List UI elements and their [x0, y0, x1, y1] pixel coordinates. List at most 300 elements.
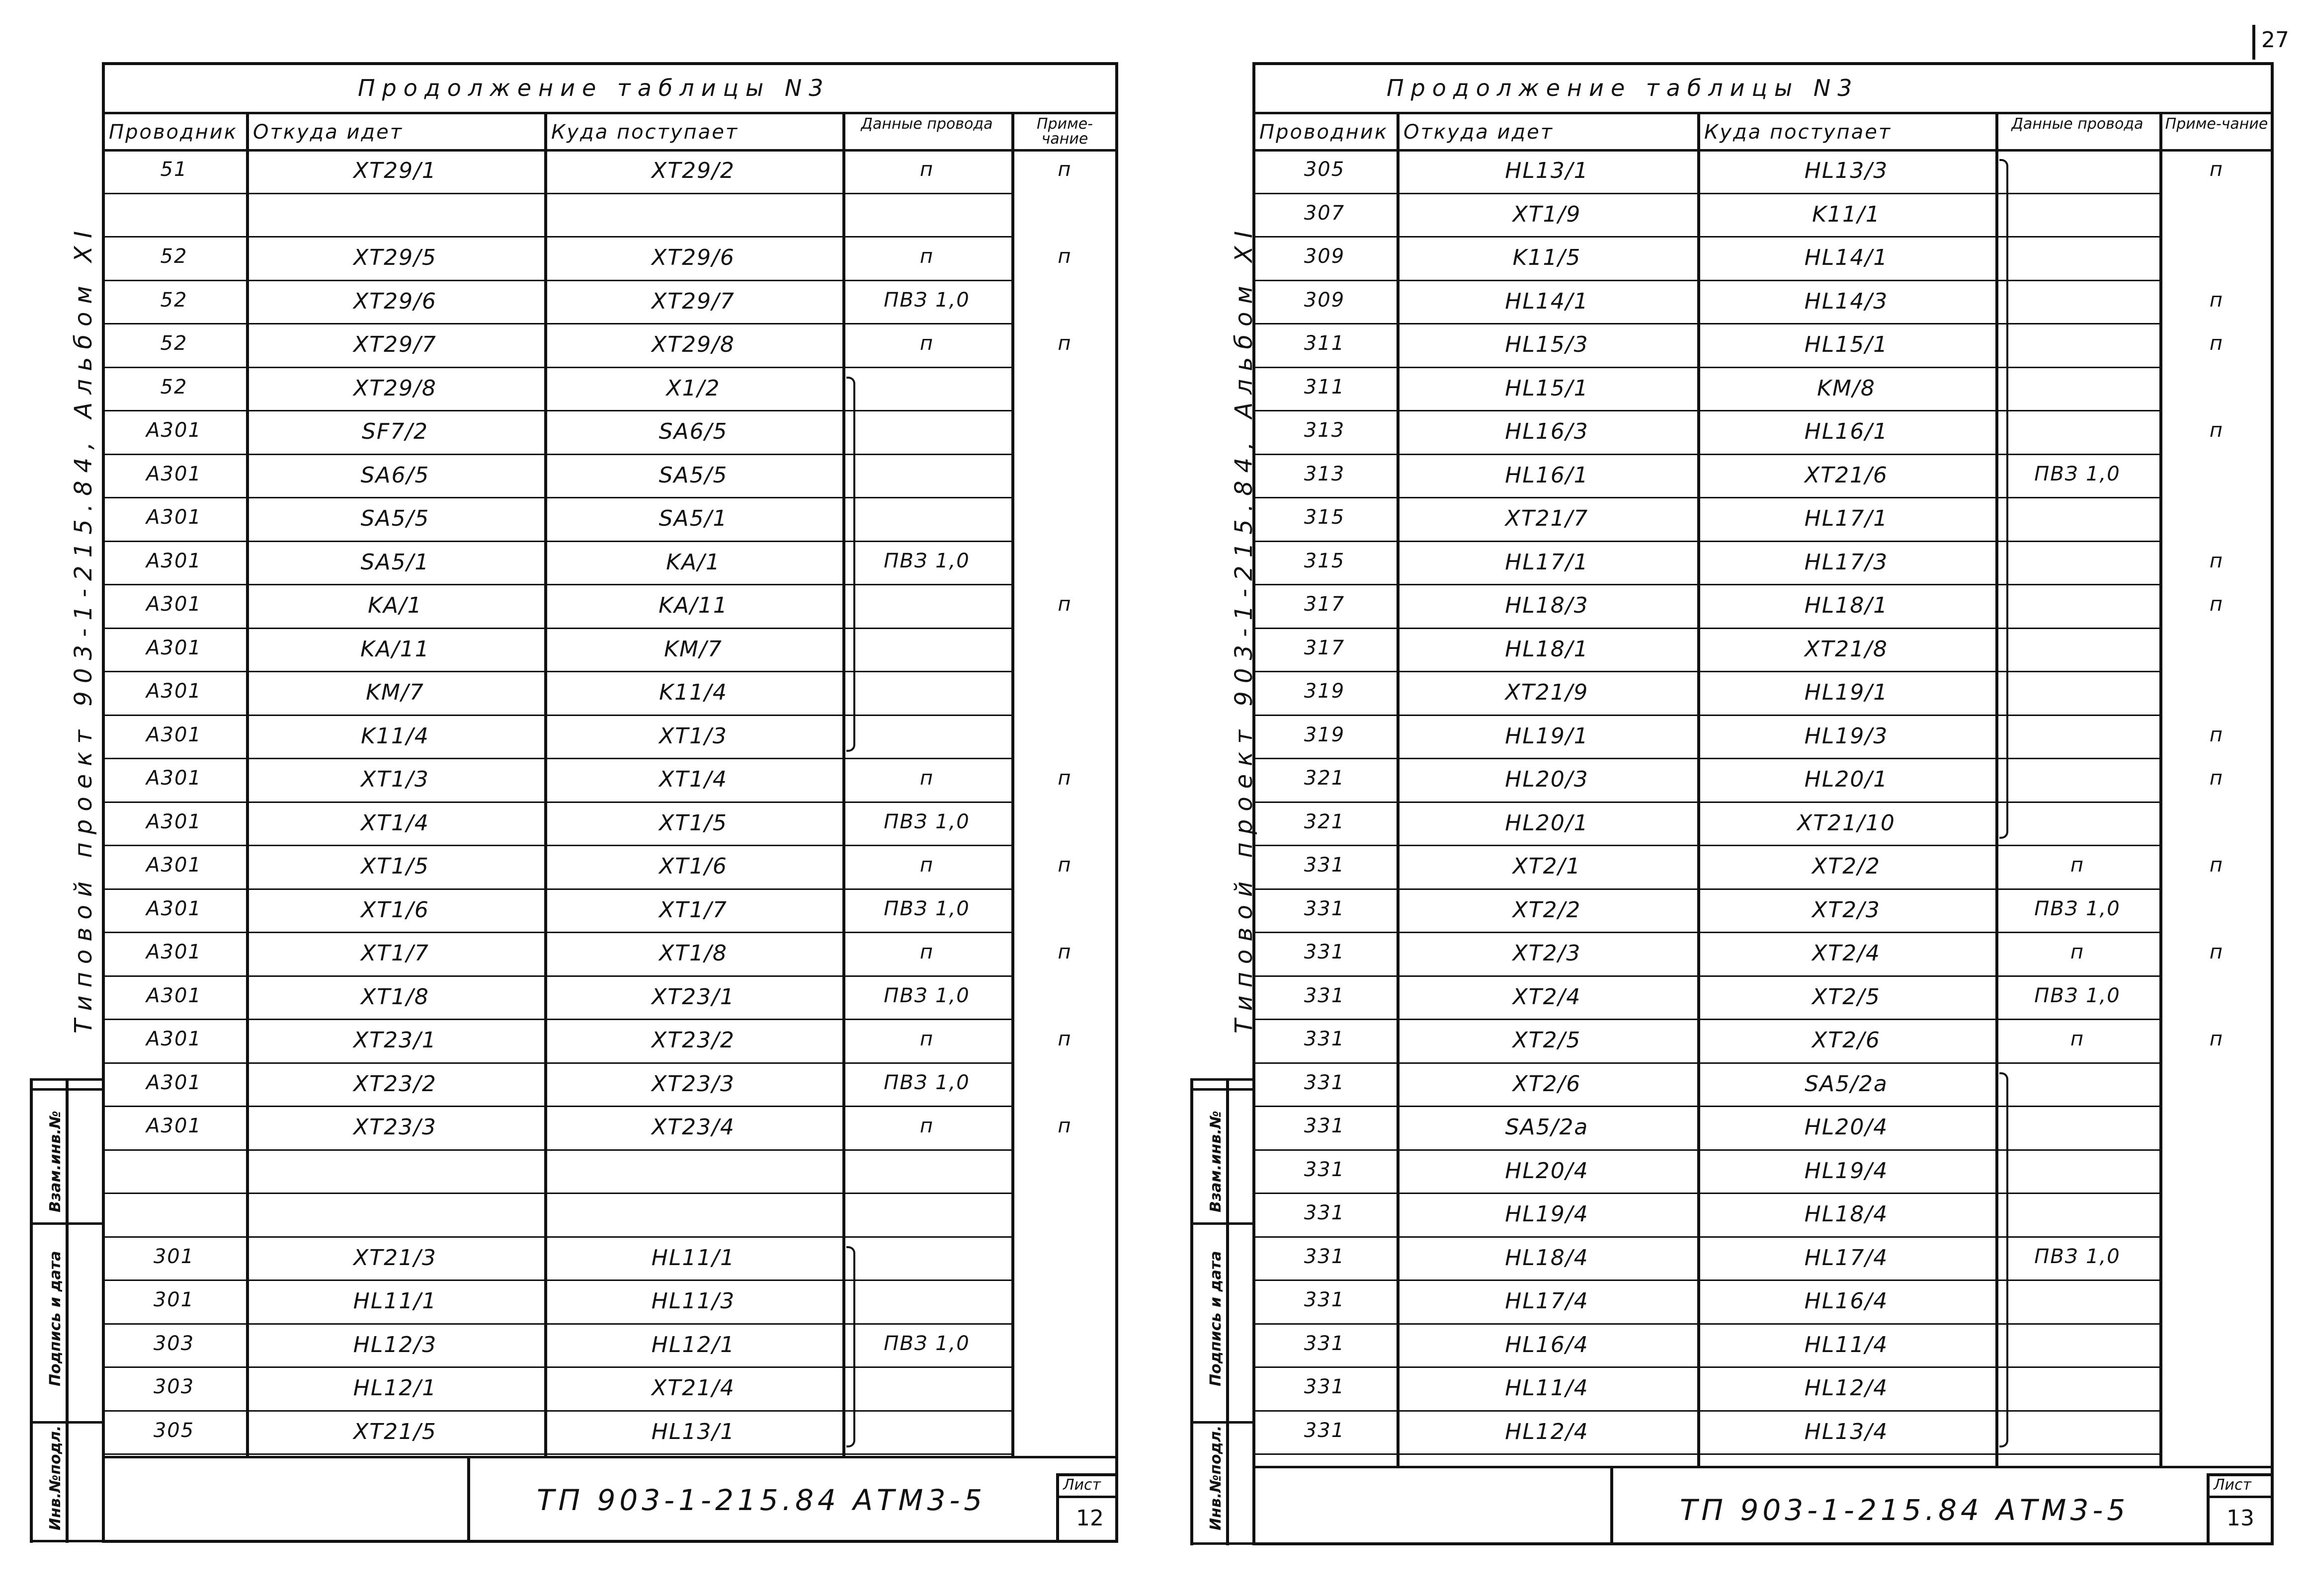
sheet-1-row-29-to: XT21/4: [652, 1375, 735, 1401]
sheet-2-row-27-to: HL16/4: [1804, 1288, 1889, 1314]
sheet-2-row-rule: [1252, 801, 2159, 803]
sheet-2-row-12-from: HL18/1: [1505, 636, 1589, 662]
sheet-2-row-22-from: XT2/6: [1512, 1071, 1581, 1097]
sheet-1-row-23-wire: п: [919, 1115, 934, 1137]
sheet-2-row-20-to: XT2/5: [1812, 984, 1881, 1010]
sheet-2-row-4-from: HL14/1: [1505, 288, 1589, 314]
sheet-2-row-29-from: HL11/4: [1505, 1375, 1589, 1401]
sheet-2-stamp-column: [1226, 1078, 1229, 1545]
sheet-2-row-rule: [1252, 715, 2159, 716]
sheet-2-row-rule: [1252, 497, 2159, 498]
sheet-1-row-16-conductor: A301: [146, 810, 202, 833]
sheet-1-row-rule: [102, 801, 1011, 803]
sheet-2-row-28-from: HL16/4: [1505, 1332, 1589, 1357]
sheet-2-row-4-note: п: [2209, 288, 2224, 312]
sheet-1-row-rule: [102, 454, 1011, 455]
sheet-1-row-10-conductor: A301: [146, 549, 202, 572]
sheet-2-stamp-divider-2: [1190, 1088, 1252, 1091]
sheet-2-row-rule: [1252, 193, 2159, 194]
sheet-2-sheet-box-rule: [2207, 1496, 2274, 1498]
sheet-1-row-rule: [102, 845, 1011, 846]
sheet-2-row-17-to: XT2/2: [1812, 854, 1881, 879]
sheet-1-titleblock-top: [102, 1456, 1118, 1458]
sheet-2-row-30-from: HL12/4: [1505, 1419, 1589, 1444]
sheet-1-row-rule: [102, 1279, 1011, 1281]
sheet-2-row-rule: [1252, 280, 2159, 281]
sheet-2-stamp-vzam-inv: Взам.инв.№: [1207, 1111, 1225, 1212]
sheet-2-row-18-wire: ПВЗ 1,0: [2034, 897, 2121, 920]
sheet-2-row-19-note: п: [2209, 941, 2224, 963]
sheet-1-row-19-wire: п: [919, 941, 934, 963]
sheet-2-strip-left: [1190, 1078, 1193, 1545]
sheet-2-row-18-conductor: 331: [1304, 897, 1345, 920]
sheet-2-row-10-note: п: [2209, 549, 2224, 572]
sheet-1-row-rule: [102, 1062, 1011, 1064]
sheet-1-row-rule: [102, 1236, 1011, 1238]
sheet-2-header-wire: Данные провода: [2011, 115, 2143, 133]
sheet-2-stamp-signature-date: Подпись и дата: [1207, 1251, 1225, 1386]
sheet-1-row-5-note: п: [1058, 332, 1072, 355]
sheet-2-row-27-conductor: 331: [1304, 1288, 1345, 1311]
sheet-1-strip-left: [30, 1078, 33, 1543]
sheet-2-row-rule: [1252, 1236, 2159, 1238]
sheet-1-row-8-conductor: A301: [146, 462, 202, 485]
sheet-1-row-16-from: XT1/4: [361, 810, 429, 836]
sheet-2-row-11-from: HL18/3: [1505, 593, 1589, 618]
sheet-1-header-wire: Данные провода: [861, 115, 993, 133]
sheet-2-sheet-number: 13: [2226, 1506, 2254, 1531]
sheet-1-row-10-wire: ПВЗ 1,0: [884, 549, 970, 572]
sheet-1-header-note: Приме-чание: [1036, 115, 1093, 148]
sheet-1-row-22-to: XT23/3: [652, 1071, 735, 1097]
sheet-2-row-9-to: HL17/1: [1804, 506, 1889, 531]
sheet-1-row-rule: [102, 932, 1011, 933]
sheet-2-row-rule: [1252, 628, 2159, 629]
sheet-1-row-28-wire: ПВЗ 1,0: [884, 1332, 970, 1355]
sheet-2-row-26-to: HL17/4: [1804, 1245, 1889, 1271]
sheet-2-header-to: Куда поступает: [1704, 121, 1892, 144]
sheet-1-row-23-from: XT23/3: [353, 1115, 437, 1140]
sheet-2-row-17-wire: п: [2070, 854, 2085, 877]
sheet-2-row-7-conductor: 313: [1304, 419, 1345, 442]
sheet-2-row-rule: [1252, 975, 2159, 977]
sheet-1-row-9-to: SA5/1: [659, 506, 728, 531]
sheet-1-row-27-conductor: 301: [153, 1288, 195, 1311]
sheet-2-row-14-from: HL19/1: [1505, 723, 1589, 749]
sheet-2-row-21-from: XT2/5: [1512, 1028, 1581, 1053]
sheet-1-row-18-wire: ПВЗ 1,0: [884, 897, 970, 920]
sheet-2-row-2-to: K11/1: [1812, 201, 1881, 227]
sheet-1-row-1-note: п: [1058, 158, 1072, 181]
sheet-2-stamp-divider-0: [1190, 1421, 1252, 1424]
sheet-1-row-rule: [102, 584, 1011, 585]
sheet-2-row-25-to: HL18/4: [1804, 1201, 1889, 1227]
sheet-2-row-25-from: HL19/4: [1505, 1201, 1589, 1227]
sheet-2-row-1-conductor: 305: [1304, 158, 1345, 181]
sheet-1-row-1-to: XT29/2: [652, 158, 735, 183]
sheet-2-row-rule: [1252, 1453, 2159, 1455]
sheet-2-row-23-conductor: 331: [1304, 1115, 1345, 1137]
sheet-2-row-3-from: K11/5: [1512, 245, 1581, 270]
sheet-1-row-11-to: KA/11: [659, 593, 728, 618]
sheet-1-row-19-from: XT1/7: [361, 941, 429, 966]
sheet-2-row-19-to: XT2/4: [1812, 941, 1881, 966]
sheet-2-row-8-to: XT21/6: [1805, 462, 1888, 488]
sheet-2-row-rule: [1252, 584, 2159, 585]
sheet-2-row-28-to: HL11/4: [1804, 1332, 1889, 1357]
sheet-2-row-5-conductor: 311: [1304, 332, 1345, 355]
sheet-1-row-rule: [102, 1149, 1011, 1151]
sheet-2-row-13-conductor: 319: [1304, 680, 1345, 703]
sheet-1-row-29-conductor: 303: [153, 1375, 195, 1398]
sheet-1-row-10-to: KA/1: [666, 549, 721, 575]
sheet-2-row-rule: [1252, 758, 2159, 759]
sheet-2-row-7-to: HL16/1: [1804, 419, 1889, 444]
sheet-2-row-14-to: HL19/3: [1804, 723, 1889, 749]
sheet-1-row-18-conductor: A301: [146, 897, 202, 920]
sheet-1-row-13-to: K11/4: [659, 680, 728, 705]
sheet-1-row-rule: [102, 236, 1011, 238]
sheet-2-row-3-to: HL14/1: [1804, 245, 1889, 270]
sheet-2-row-21-note: п: [2209, 1028, 2224, 1050]
sheet-2-row-7-from: HL16/3: [1505, 419, 1589, 444]
sheet-1-row-26-from: XT21/3: [353, 1245, 437, 1271]
sheet-2-row-8-from: HL16/1: [1505, 462, 1589, 488]
sheet-1-row-3-note: п: [1058, 245, 1072, 268]
sheet-2-row-19-wire: п: [2070, 941, 2085, 963]
sheet-1-row-10-from: SA5/1: [360, 549, 430, 575]
sheet-1-row-26-conductor: 301: [153, 1245, 195, 1268]
sheet-1-row-17-wire: п: [919, 854, 934, 877]
sheet-1-row-4-from: XT29/6: [353, 288, 437, 314]
sheet-2-row-10-conductor: 315: [1304, 549, 1345, 572]
sheet-2-row-9-conductor: 315: [1304, 506, 1345, 529]
sheet-2-row-1-note: п: [2209, 158, 2224, 181]
sheet-1-row-18-from: XT1/6: [361, 897, 429, 923]
sheet-1-header-to: Куда поступает: [551, 121, 739, 144]
sheet-2-row-16-to: XT21/10: [1797, 810, 1895, 836]
sheet-2-row-rule: [1252, 367, 2159, 368]
sheet-2-row-16-conductor: 321: [1304, 810, 1345, 833]
sheet-2-row-6-from: HL15/1: [1505, 375, 1589, 401]
sheet-2-row-rule: [1252, 1410, 2159, 1412]
sheet-2-row-5-note: п: [2209, 332, 2224, 355]
sheet-1-row-rule: [102, 888, 1011, 890]
sheet-2-row-30-to: HL13/4: [1804, 1419, 1889, 1444]
sheet-1-row-8-to: SA5/5: [659, 462, 728, 488]
sheet-1-row-8-from: SA6/5: [360, 462, 430, 488]
sheet-1-row-13-from: KM/7: [366, 680, 424, 705]
sheet-1-row-21-to: XT23/2: [652, 1028, 735, 1053]
sheet-2-row-21-conductor: 331: [1304, 1028, 1345, 1050]
sheet-1-row-rule: [102, 1366, 1011, 1368]
sheet-2-titleblock-top: [1252, 1466, 2274, 1468]
sheet-2-row-rule: [1252, 671, 2159, 672]
sheet-2-row-24-to: HL19/4: [1804, 1158, 1889, 1184]
sheet-1-row-4-to: XT29/7: [652, 288, 735, 314]
sheet-1-row-17-note: п: [1058, 854, 1072, 877]
sheet-1-title-rule: [102, 112, 1118, 114]
sheet-1-row-5-wire: п: [919, 332, 934, 355]
sheet-1-row-rule: [102, 715, 1011, 716]
sheet-1-row-7-conductor: A301: [146, 419, 202, 442]
sheet-1-row-23-note: п: [1058, 1115, 1072, 1137]
sheet-1-row-20-to: XT23/1: [652, 984, 735, 1010]
sheet-2-row-15-conductor: 321: [1304, 767, 1345, 790]
sheet-1-row-21-note: п: [1058, 1028, 1072, 1050]
sheet-2-row-18-to: XT2/3: [1812, 897, 1881, 923]
sheet-2-row-rule: [1252, 236, 2159, 238]
sheet-2-strip-bottom: [1190, 1542, 1252, 1545]
sheet-2-row-19-conductor: 331: [1304, 941, 1345, 963]
sheet-1-row-15-wire: п: [919, 767, 934, 790]
sheet-2-row-14-note: п: [2209, 723, 2224, 746]
sheet-2-row-19-from: XT2/3: [1512, 941, 1581, 966]
sheet-1-row-28-to: HL12/1: [651, 1332, 736, 1357]
sheet-1-row-16-wire: ПВЗ 1,0: [884, 810, 970, 833]
sheet-1-row-rule: [102, 1019, 1011, 1020]
sheet-2-row-rule: [1252, 1062, 2159, 1064]
sheet-2-strip-top: [1190, 1078, 1252, 1081]
sheet-2-row-17-from: XT2/1: [1512, 854, 1581, 879]
sheet-2-row-29-to: HL12/4: [1804, 1375, 1889, 1401]
sheet-1-row-5-conductor: 52: [160, 332, 188, 355]
sheet-2-row-11-to: HL18/1: [1804, 593, 1889, 618]
sheet-1-header-conductor: Проводник: [109, 121, 238, 144]
sheet-2-row-rule: [1252, 1149, 2159, 1151]
sheet-2-row-rule: [1252, 1193, 2159, 1194]
sheet-1-row-rule: [102, 1323, 1011, 1325]
sheet-2-row-16-from: HL20/1: [1505, 810, 1589, 836]
sheet-2-row-13-from: XT21/9: [1505, 680, 1589, 705]
sheet-1-row-rule: [102, 1453, 1011, 1455]
sheet-2-row-rule: [1252, 410, 2159, 411]
sheet-1-row-13-conductor: A301: [146, 680, 202, 703]
sheet-2-row-15-from: HL20/3: [1505, 767, 1589, 792]
sheet-1-row-30-from: XT21/5: [353, 1419, 437, 1444]
sheet-2-row-2-from: XT1/9: [1512, 201, 1581, 227]
sheet-1-row-18-to: XT1/7: [659, 897, 728, 923]
sheet-2-row-20-wire: ПВЗ 1,0: [2034, 984, 2121, 1007]
sheet-2-row-20-from: XT2/4: [1512, 984, 1581, 1010]
sheet-1-brace-1: [846, 377, 855, 752]
sheet-2-row-rule: [1252, 845, 2159, 846]
sheet-1-row-28-conductor: 303: [153, 1332, 195, 1355]
sheet-1-row-22-wire: ПВЗ 1,0: [884, 1071, 970, 1094]
sheet-1-row-21-conductor: A301: [146, 1028, 202, 1050]
sheet-2-row-1-from: HL13/1: [1505, 158, 1589, 183]
sheet-1-row-17-conductor: A301: [146, 854, 202, 877]
sheet-1-row-1-conductor: 51: [160, 158, 188, 181]
sheet-1-row-9-from: SA5/5: [360, 506, 430, 531]
sheet-1-row-3-wire: п: [919, 245, 934, 268]
sheet-2-table-title: Продолжение таблицы N3: [1387, 75, 1859, 101]
sheet-1-row-rule: [102, 323, 1011, 324]
sheet-2-row-7-note: п: [2209, 419, 2224, 442]
sheet-1-row-rule: [102, 410, 1011, 411]
sheet-1-row-22-from: XT23/2: [353, 1071, 437, 1097]
sheet-1-row-12-conductor: A301: [146, 636, 202, 659]
sheet-1-sheet-box-rule: [1056, 1496, 1118, 1498]
sheet-2-row-8-conductor: 313: [1304, 462, 1345, 485]
sheet-1-row-17-from: XT1/5: [361, 854, 429, 879]
sheet-2-row-21-wire: п: [2070, 1028, 2085, 1050]
sheet-1-row-26-to: HL11/1: [651, 1245, 736, 1271]
sheet-1-row-30-conductor: 305: [153, 1419, 195, 1442]
sheet-2-row-4-conductor: 309: [1304, 288, 1345, 312]
sheet-2-stamp-inv-podl: Инв.№подл.: [1207, 1425, 1225, 1530]
sheet-2-doc-code: ТП 903-1-215.84 АТМ3-5: [1680, 1493, 2130, 1527]
sheet-1-row-23-to: XT23/4: [652, 1115, 735, 1140]
sheet-2-row-21-to: XT2/6: [1812, 1028, 1881, 1053]
sheet-2-row-rule: [1252, 1019, 2159, 1020]
sheet-1-row-23-conductor: A301: [146, 1115, 202, 1137]
sheet-1-row-11-conductor: A301: [146, 593, 202, 616]
sheet-2-row-2-conductor: 307: [1304, 201, 1345, 225]
sheet-1-stamp-signature-date: Подпись и дата: [47, 1251, 64, 1386]
sheet-2-row-4-to: HL14/3: [1804, 288, 1889, 314]
sheet-1-row-4-wire: ПВЗ 1,0: [884, 288, 970, 312]
sheet-2-row-rule: [1252, 888, 2159, 890]
sheet-2-header-rule: [1252, 149, 2274, 152]
sheet-1-row-11-note: п: [1058, 593, 1072, 616]
sheet-1-stamp-vzam-inv: Взам.инв.№: [47, 1111, 64, 1212]
sheet-2-titleblock-split: [1610, 1466, 1613, 1545]
sheet-1-header-from: Откуда идет: [253, 121, 404, 144]
sheet-1-sheet-number: 12: [1076, 1506, 1104, 1531]
sheet-2-row-5-from: HL15/3: [1505, 332, 1589, 357]
sheet-1-row-6-to: X1/2: [666, 375, 721, 401]
sheet-1-row-19-to: XT1/8: [659, 941, 728, 966]
sheet-1-header-rule: [102, 149, 1118, 152]
sheet-2-brace-1: [1999, 159, 2008, 839]
sheet-1-row-19-conductor: A301: [146, 941, 202, 963]
sheet-1-row-11-from: KA/1: [368, 593, 422, 618]
sheet-1-row-5-to: XT29/8: [652, 332, 735, 357]
sheet-2-row-rule: [1252, 1106, 2159, 1107]
sheet-1-row-27-from: HL11/1: [353, 1288, 437, 1314]
sheet-1-row-15-note: п: [1058, 767, 1072, 790]
sheet-2-row-6-to: KM/8: [1817, 375, 1876, 401]
sheet-1-row-22-conductor: A301: [146, 1071, 202, 1094]
sheet-2-row-25-conductor: 331: [1304, 1201, 1345, 1224]
sheet-2-row-24-from: HL20/4: [1505, 1158, 1589, 1184]
sheet-2-stamp-divider-1: [1190, 1222, 1252, 1225]
sheet-2-row-11-conductor: 317: [1304, 593, 1345, 616]
sheet-2-row-22-conductor: 331: [1304, 1071, 1345, 1094]
sheet-2-row-13-to: HL19/1: [1804, 680, 1889, 705]
sheet-2-row-26-wire: ПВЗ 1,0: [2034, 1245, 2121, 1268]
sheet-1-side-text: Типовой проект 903-1-215.84, Альбом XI: [70, 223, 97, 1034]
sheet-2-row-8-wire: ПВЗ 1,0: [2034, 462, 2121, 485]
sheet-1-stamp-inv-podl: Инв.№подл.: [47, 1425, 64, 1530]
sheet-2-title-rule: [1252, 112, 2274, 114]
sheet-2-row-9-from: XT21/7: [1505, 506, 1589, 531]
sheet-1-row-1-wire: п: [919, 158, 934, 181]
page-number: 27: [2261, 27, 2289, 53]
sheet-1-table-title: Продолжение таблицы N3: [358, 75, 830, 101]
sheet-2-row-26-conductor: 331: [1304, 1245, 1345, 1268]
sheet-1-row-19-note: п: [1058, 941, 1072, 963]
sheet-2-row-17-conductor: 331: [1304, 854, 1345, 877]
sheet-1-row-29-from: HL12/1: [353, 1375, 437, 1401]
sheet-1-row-16-to: XT1/5: [659, 810, 728, 836]
sheet-2-row-28-conductor: 331: [1304, 1332, 1345, 1355]
sheet-2-row-26-from: HL18/4: [1505, 1245, 1589, 1271]
sheet-2-row-12-to: XT21/8: [1805, 636, 1888, 662]
sheet-1-row-rule: [102, 758, 1011, 759]
sheet-1-row-20-conductor: A301: [146, 984, 202, 1007]
sheet-2-row-10-to: HL17/3: [1804, 549, 1889, 575]
sheet-2-row-17-note: п: [2209, 854, 2224, 877]
sheet-1-row-rule: [102, 367, 1011, 368]
sheet-1-row-28-from: HL12/3: [353, 1332, 437, 1357]
sheet-1-row-6-conductor: 52: [160, 375, 188, 399]
sheet-1-row-rule: [102, 1410, 1011, 1412]
sheet-1-row-3-from: XT29/5: [353, 245, 437, 270]
sheet-1-row-3-to: XT29/6: [652, 245, 735, 270]
sheet-2-row-rule: [1252, 1323, 2159, 1325]
sheet-2-row-22-to: SA5/2a: [1805, 1071, 1888, 1097]
sheet-1-row-20-from: XT1/8: [361, 984, 429, 1010]
sheet-1-stamp-column: [66, 1078, 69, 1543]
sheet-1-row-20-wire: ПВЗ 1,0: [884, 984, 970, 1007]
sheet-2-row-rule: [1252, 323, 2159, 324]
sheet-2-header-conductor: Проводник: [1259, 121, 1388, 144]
sheet-2-row-15-to: HL20/1: [1804, 767, 1889, 792]
sheet-2-row-11-note: п: [2209, 593, 2224, 616]
sheet-1-row-12-from: KA/11: [360, 636, 430, 662]
sheet-2-row-10-from: HL17/1: [1505, 549, 1589, 575]
sheet-1-row-5-from: XT29/7: [353, 332, 437, 357]
sheet-1-row-rule: [102, 628, 1011, 629]
sheet-2-row-23-from: SA5/2a: [1505, 1115, 1589, 1140]
sheet-1-row-rule: [102, 541, 1011, 542]
sheet-1-row-15-conductor: A301: [146, 767, 202, 790]
sheet-2-row-29-conductor: 331: [1304, 1375, 1345, 1398]
sheet-2-row-rule: [1252, 1366, 2159, 1368]
sheet-1-row-30-to: HL13/1: [651, 1419, 736, 1444]
sheet-1-row-rule: [102, 1193, 1011, 1194]
sheet-1-row-rule: [102, 975, 1011, 977]
sheet-1-row-12-to: KM/7: [664, 636, 723, 662]
sheet-1-row-4-conductor: 52: [160, 288, 188, 312]
sheet-2-row-30-conductor: 331: [1304, 1419, 1345, 1442]
sheet-2-row-rule: [1252, 1279, 2159, 1281]
sheet-2-row-6-conductor: 311: [1304, 375, 1345, 399]
sheet-1-row-6-from: XT29/8: [353, 375, 437, 401]
sheet-1-row-14-conductor: A301: [146, 723, 202, 746]
sheet-1-row-3-conductor: 52: [160, 245, 188, 268]
sheet-2-row-18-from: XT2/2: [1512, 897, 1581, 923]
sheet-1-row-rule: [102, 193, 1011, 194]
sheet-2-row-15-note: п: [2209, 767, 2224, 790]
sheet-2-row-1-to: HL13/3: [1804, 158, 1889, 183]
sheet-2-row-23-to: HL20/4: [1804, 1115, 1889, 1140]
sheet-1-titleblock-split: [467, 1456, 470, 1543]
sheet-2-row-5-to: HL15/1: [1804, 332, 1889, 357]
sheet-1-row-15-to: XT1/4: [659, 767, 728, 792]
sheet-1-row-21-from: XT23/1: [353, 1028, 437, 1053]
sheet-2-side-text: Типовой проект 903-1-215.84, Альбом XI: [1230, 223, 1258, 1034]
sheet-1-row-21-wire: п: [919, 1028, 934, 1050]
sheet-2-sheet-label: Лист: [2214, 1476, 2252, 1494]
sheet-2-row-rule: [1252, 541, 2159, 542]
sheet-2-header-from: Откуда идет: [1403, 121, 1554, 144]
sheet-2-row-20-conductor: 331: [1304, 984, 1345, 1007]
sheet-1-row-rule: [102, 280, 1011, 281]
sheet-2-row-12-conductor: 317: [1304, 636, 1345, 659]
